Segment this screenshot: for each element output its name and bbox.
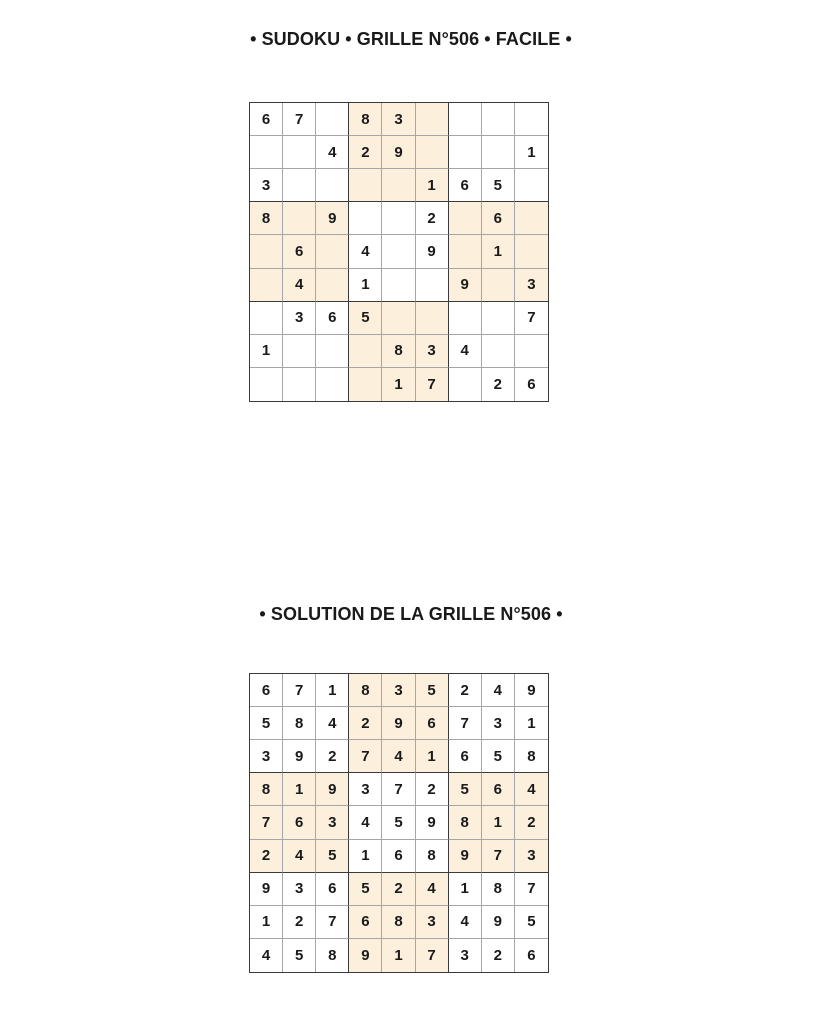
puzzle-cell-r1c8[interactable] [482,103,515,136]
solution-cell-r7c4: 5 [349,873,382,906]
solution-cell-r3c4: 7 [349,740,382,773]
solution-cell-r2c8: 3 [482,707,515,740]
solution-cell-r7c2: 3 [283,873,316,906]
solution-cell-r7c1: 9 [250,873,283,906]
puzzle-cell-r7c5[interactable] [382,302,415,335]
puzzle-cell-r1c3[interactable] [316,103,349,136]
puzzle-cell-r7c4: 5 [349,302,382,335]
solution-cell-r6c9: 3 [515,840,548,873]
puzzle-cell-r6c5[interactable] [382,269,415,302]
solution-cell-r4c1: 8 [250,773,283,806]
solution-cell-r9c6: 7 [416,939,449,972]
puzzle-cell-r8c5: 8 [382,335,415,368]
puzzle-cell-r9c4[interactable] [349,368,382,401]
solution-cell-r1c9: 9 [515,674,548,707]
solution-cell-r3c6: 1 [416,740,449,773]
solution-cell-r8c1: 1 [250,906,283,939]
puzzle-cell-r9c8: 2 [482,368,515,401]
solution-cell-r6c4: 1 [349,840,382,873]
puzzle-cell-r2c9: 1 [515,136,548,169]
puzzle-cell-r5c9[interactable] [515,235,548,268]
puzzle-cell-r3c2[interactable] [283,169,316,202]
puzzle-cell-r7c7[interactable] [449,302,482,335]
solution-cell-r5c2: 6 [283,806,316,839]
solution-cell-r5c6: 9 [416,806,449,839]
solution-cell-r7c6: 4 [416,873,449,906]
solution-cell-r4c9: 4 [515,773,548,806]
puzzle-grid [249,102,549,402]
solution-cell-r4c2: 1 [283,773,316,806]
solution-cell-r5c7: 8 [449,806,482,839]
solution-cell-r8c9: 5 [515,906,548,939]
solution-cell-r2c6: 6 [416,707,449,740]
solution-cell-r2c2: 8 [283,707,316,740]
solution-cell-r2c3: 4 [316,707,349,740]
puzzle-cell-r4c7[interactable] [449,202,482,235]
puzzle-cell-r3c5[interactable] [382,169,415,202]
puzzle-cell-r7c9: 7 [515,302,548,335]
solution-cell-r1c2: 7 [283,674,316,707]
solution-cell-r8c7: 4 [449,906,482,939]
puzzle-cell-r4c4[interactable] [349,202,382,235]
puzzle-cell-r3c3[interactable] [316,169,349,202]
puzzle-cell-r1c2: 7 [283,103,316,136]
solution-cell-r9c8: 2 [482,939,515,972]
puzzle-cell-r3c8: 5 [482,169,515,202]
puzzle-cell-r4c3: 9 [316,202,349,235]
puzzle-cell-r6c6[interactable] [416,269,449,302]
solution-cell-r3c9: 8 [515,740,548,773]
puzzle-cell-r9c7[interactable] [449,368,482,401]
solution-cell-r5c5: 5 [382,806,415,839]
solution-cell-r9c4: 9 [349,939,382,972]
solution-cell-r7c9: 7 [515,873,548,906]
puzzle-cell-r9c3[interactable] [316,368,349,401]
solution-cell-r8c4: 6 [349,906,382,939]
solution-cell-r3c5: 4 [382,740,415,773]
puzzle-cell-r3c9[interactable] [515,169,548,202]
puzzle-cell-r8c4[interactable] [349,335,382,368]
puzzle-cell-r2c5: 9 [382,136,415,169]
puzzle-cell-r1c7[interactable] [449,103,482,136]
puzzle-cell-r4c2[interactable] [283,202,316,235]
solution-cell-r6c3: 5 [316,840,349,873]
puzzle-cell-r7c3: 6 [316,302,349,335]
solution-cell-r2c5: 9 [382,707,415,740]
solution-cell-r1c4: 8 [349,674,382,707]
solution-cell-r3c1: 3 [250,740,283,773]
puzzle-cell-r3c4[interactable] [349,169,382,202]
puzzle-cell-r2c1[interactable] [250,136,283,169]
solution-cell-r2c7: 7 [449,707,482,740]
puzzle-cell-r8c2[interactable] [283,335,316,368]
solution-cell-r7c3: 6 [316,873,349,906]
puzzle-cell-r8c9[interactable] [515,335,548,368]
puzzle-cell-r4c5[interactable] [382,202,415,235]
solution-cell-r4c4: 3 [349,773,382,806]
solution-cell-r4c3: 9 [316,773,349,806]
solution-cell-r1c1: 6 [250,674,283,707]
puzzle-cell-r8c7: 4 [449,335,482,368]
solution-cell-r4c6: 2 [416,773,449,806]
solution-cell-r9c2: 5 [283,939,316,972]
puzzle-cell-r4c1: 8 [250,202,283,235]
puzzle-cell-r2c2[interactable] [283,136,316,169]
solution-cell-r8c5: 8 [382,906,415,939]
puzzle-cell-r8c8[interactable] [482,335,515,368]
puzzle-cell-r7c6[interactable] [416,302,449,335]
puzzle-cell-r7c2: 3 [283,302,316,335]
solution-cell-r9c7: 3 [449,939,482,972]
solution-cell-r1c8: 4 [482,674,515,707]
puzzle-cell-r5c8: 1 [482,235,515,268]
solution-cell-r5c3: 3 [316,806,349,839]
puzzle-cell-r2c4: 2 [349,136,382,169]
puzzle-cell-r2c6[interactable] [416,136,449,169]
solution-cell-r2c4: 2 [349,707,382,740]
puzzle-cell-r9c5: 1 [382,368,415,401]
puzzle-cell-r1c5: 3 [382,103,415,136]
solution-cell-r6c7: 9 [449,840,482,873]
solution-cell-r8c6: 3 [416,906,449,939]
puzzle-cell-r8c6: 3 [416,335,449,368]
solution-cell-r7c8: 8 [482,873,515,906]
solution-cell-r6c5: 6 [382,840,415,873]
puzzle-cell-r9c6: 7 [416,368,449,401]
puzzle-cell-r6c3[interactable] [316,269,349,302]
puzzle-cell-r4c8: 6 [482,202,515,235]
puzzle-cell-r9c1[interactable] [250,368,283,401]
puzzle-cell-r3c6: 1 [416,169,449,202]
solution-cell-r6c2: 4 [283,840,316,873]
solution-cell-r4c5: 7 [382,773,415,806]
solution-cell-r9c3: 8 [316,939,349,972]
solution-cell-r1c5: 3 [382,674,415,707]
puzzle-title: • SUDOKU • GRILLE N°506 • FACILE • [250,29,572,49]
solution-cell-r1c3: 1 [316,674,349,707]
puzzle-cell-r6c4: 1 [349,269,382,302]
puzzle-cell-r1c9[interactable] [515,103,548,136]
solution-cell-r1c7: 2 [449,674,482,707]
solution-cell-r5c4: 4 [349,806,382,839]
puzzle-cell-r5c3[interactable] [316,235,349,268]
puzzle-cell-r1c1: 6 [250,103,283,136]
puzzle-cell-r3c1: 3 [250,169,283,202]
solution-cell-r7c7: 1 [449,873,482,906]
solution-cell-r3c8: 5 [482,740,515,773]
solution-cell-r6c6: 8 [416,840,449,873]
solution-title: • SOLUTION DE LA GRILLE N°506 • [259,604,563,624]
puzzle-cell-r5c2: 6 [283,235,316,268]
solution-cell-r8c2: 2 [283,906,316,939]
solution-cell-r5c8: 1 [482,806,515,839]
puzzle-cell-r5c5[interactable] [382,235,415,268]
solution-cell-r9c9: 6 [515,939,548,972]
puzzle-cell-r7c8[interactable] [482,302,515,335]
puzzle-cell-r1c6[interactable] [416,103,449,136]
solution-cell-r9c5: 1 [382,939,415,972]
puzzle-cell-r6c1[interactable] [250,269,283,302]
solution-cell-r3c7: 6 [449,740,482,773]
puzzle-cell-r4c9[interactable] [515,202,548,235]
solution-cell-r2c1: 5 [250,707,283,740]
puzzle-cell-r2c7[interactable] [449,136,482,169]
solution-cell-r5c9: 2 [515,806,548,839]
puzzle-cell-r6c9: 3 [515,269,548,302]
puzzle-cell-r3c7: 6 [449,169,482,202]
puzzle-cell-r5c7[interactable] [449,235,482,268]
puzzle-cell-r9c2[interactable] [283,368,316,401]
puzzle-cell-r2c8[interactable] [482,136,515,169]
puzzle-cell-r2c3: 4 [316,136,349,169]
solution-cell-r6c8: 7 [482,840,515,873]
puzzle-cell-r5c4: 4 [349,235,382,268]
puzzle-cell-r7c1[interactable] [250,302,283,335]
solution-cell-r3c3: 2 [316,740,349,773]
solution-cell-r5c1: 7 [250,806,283,839]
solution-cell-r4c8: 6 [482,773,515,806]
solution-grid [249,673,549,973]
solution-cell-r1c6: 5 [416,674,449,707]
puzzle-cell-r4c6: 2 [416,202,449,235]
solution-cell-r6c1: 2 [250,840,283,873]
solution-cell-r8c3: 7 [316,906,349,939]
puzzle-cell-r5c6: 9 [416,235,449,268]
puzzle-cell-r8c1: 1 [250,335,283,368]
solution-cell-r8c8: 9 [482,906,515,939]
solution-cell-r9c1: 4 [250,939,283,972]
puzzle-cell-r6c7: 9 [449,269,482,302]
solution-cell-r7c5: 2 [382,873,415,906]
puzzle-cell-r1c4: 8 [349,103,382,136]
solution-cell-r4c7: 5 [449,773,482,806]
solution-cell-r3c2: 9 [283,740,316,773]
puzzle-cell-r6c8[interactable] [482,269,515,302]
puzzle-cell-r9c9: 6 [515,368,548,401]
solution-cell-r2c9: 1 [515,707,548,740]
puzzle-cell-r8c3[interactable] [316,335,349,368]
puzzle-cell-r5c1[interactable] [250,235,283,268]
puzzle-cell-r6c2: 4 [283,269,316,302]
